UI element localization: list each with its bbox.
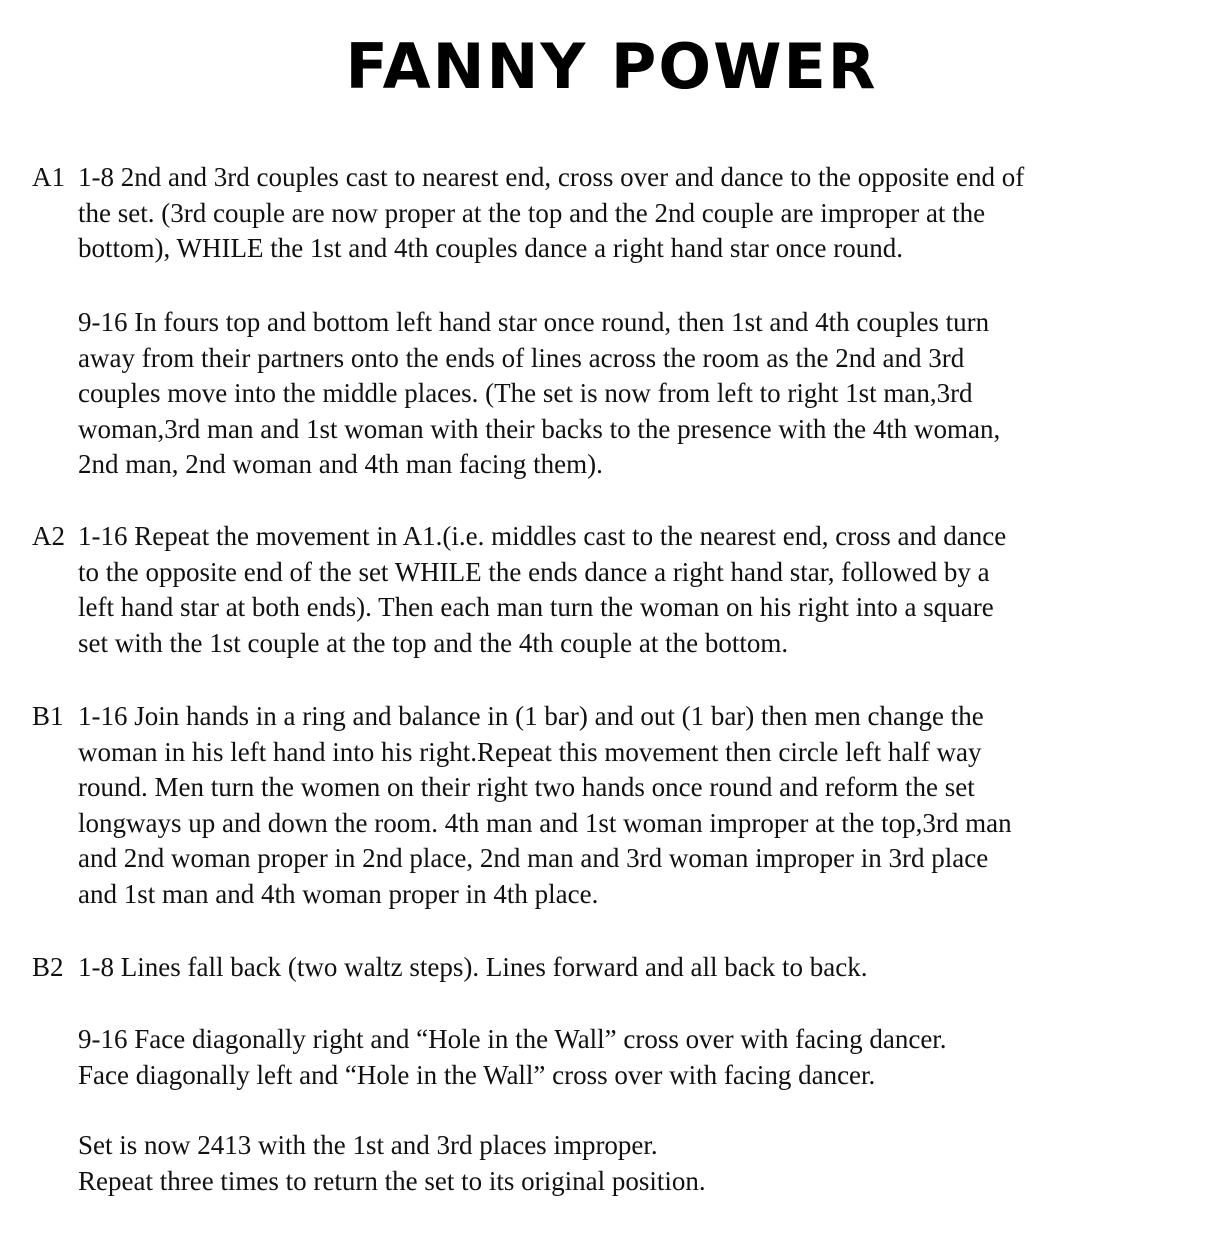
text-line: woman in his left hand into his right.Repeat this movement then circle left half way [78,736,982,767]
text-line: woman,3rd man and 1st woman with their backs to the presence with the 4th woman, [78,413,1001,444]
text-line: round. Men turn the women on their right two hands once round and reform the set [78,772,975,802]
text-line: 1-16 Join hands in a ring and balance in (1 bar) and out (1 bar) then men change the [78,701,984,731]
text-line: 1-16 Repeat the movement in A1.(i.e. middles cast to the nearest end, cross and dance [78,521,1007,551]
text-line: and 2nd woman proper in 2nd place, 2nd man and 3rd woman improper in 3rd place [78,843,989,873]
text-line: 9-16 Face diagonally right and “Hole in the Wall” cross over with facing dancer. [78,1024,947,1054]
text-line: set with the 1st couple at the top and the 4th couple at the bottom. [78,627,789,658]
section-label-b2: B2 [32,952,64,982]
text-line: and 1st man and 4th woman proper in 4th place. [78,878,599,909]
section-b2-paragraph-1 [78,950,1208,986]
text-line: Repeat three times to return the set to its original position. [78,1165,706,1196]
text-line: the set. (3rd couple are now proper at the top and the 2nd couple are improper at the [78,197,986,228]
text-line: to the opposite end of the set WHILE the ends dance a right hand star, followed by a [78,556,990,587]
section-label-b1: B1 [32,701,64,731]
section-a1-paragraph-2 [78,305,1208,483]
text-line: Set is now 2413 with the 1st and 3rd places improper. [78,1130,658,1160]
text-line: 1-8 Lines fall back (two waltz steps). Lines forward and all back to back. [78,952,868,982]
text-line: longways up and down the room. 4th man and 1st woman improper at the top,3rd man [78,807,1012,838]
section-b1 [32,699,1202,919]
section-a2 [32,519,1202,669]
section-b2 [32,950,1202,1210]
text-line: couples move into the middle places. (The set is now from left to right 1st man,3rd [78,378,973,408]
page-title: FANNY POWER [345,30,878,103]
text-line: Face diagonally left and “Hole in the Wall” cross over with facing dancer. [78,1059,876,1090]
section-a1-paragraph-1 [78,160,1208,267]
text-line: 9-16 In fours top and bottom left hand star once round, then 1st and 4th couples turn [78,307,990,337]
text-line: left hand star at both ends). Then each man turn the woman on his right into a square [78,592,994,622]
section-b2-paragraph-2 [78,1022,1208,1093]
section-b1-paragraph-1 [78,699,1208,912]
text-line: bottom), WHILE the 1st and 4th couples dance a right hand star once round. [78,233,904,263]
section-label-a1: A1 [32,162,65,192]
section-a2-paragraph-1 [78,519,1208,661]
section-label-a2: A2 [32,521,65,551]
text-line: 2nd man, 2nd woman and 4th man facing them). [78,449,603,479]
text-line: 1-8 2nd and 3rd couples cast to nearest end, cross over and dance to the opposite end of [78,162,1025,192]
section-a1 [32,160,1202,520]
text-line: away from their partners onto the ends of lines across the room as the 2nd and 3rd [78,342,965,373]
section-b2-paragraph-3 [78,1128,1208,1199]
